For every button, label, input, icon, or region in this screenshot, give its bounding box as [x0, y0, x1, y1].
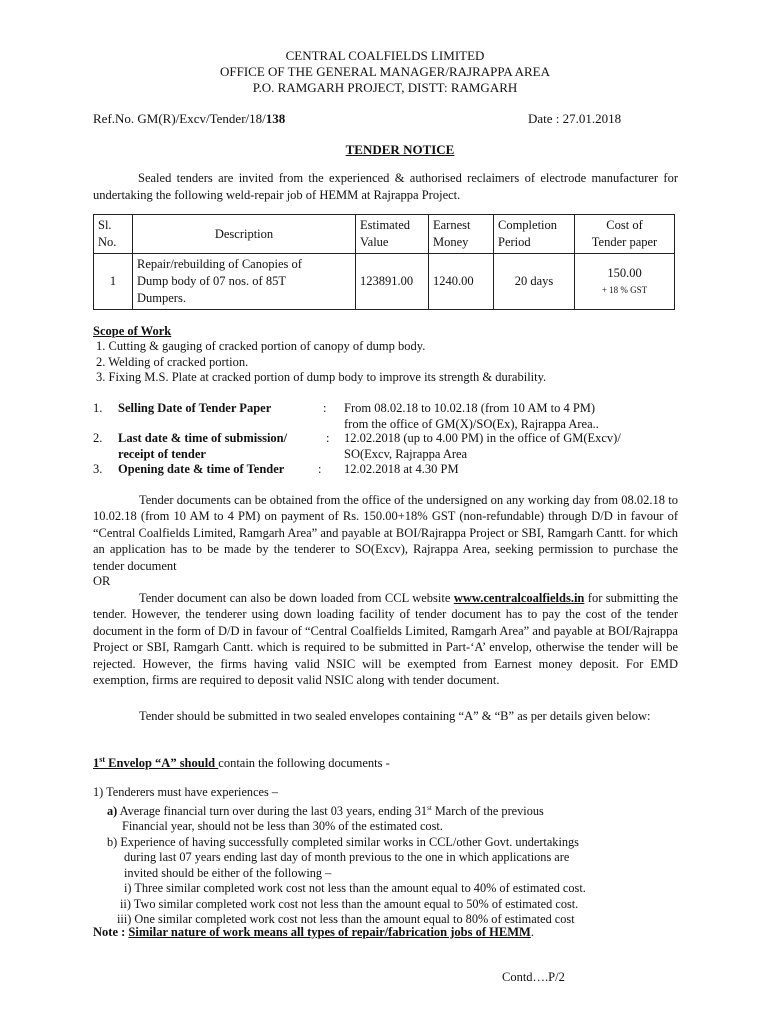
scope-title: Scope of Work [93, 324, 172, 338]
req-a-line1-end: March of the previous [431, 803, 544, 818]
cell-estimated: 123891.00 [356, 254, 429, 310]
req-a-label: a) [107, 803, 118, 818]
list-item: 3. Fixing M.S. Plate at cracked portion of dump body to improve its strength & durability. [96, 370, 547, 384]
req-b-line2: during last 07 years ending last day of month previous to the one in which applications are [124, 850, 570, 865]
office-name: OFFICE OF THE GENERAL MANAGER/RAJRAPPA AREA [220, 64, 550, 79]
schedule-value [344, 401, 599, 432]
envelopes-text: Tender should be submitted in two sealed envelopes containing “A” & “B” as per details given below: [139, 709, 651, 723]
download-text-after: for submitting the tender. However, the tenderer using down loading facility of tender document has to pay the cost of the tender document in the form of D/D in favour of “Central Coalfields Limited, Ramgarh Area” and payable at BOI/Rajrappa Project or SBI, Ramgarh Cantt. which is required to be submitted in Part-‘A’ envelop, otherwise the tender will be rejected. However, the firms having valid NSIC will be exempted from Earnest money deposit. For EMD exemption, firms are required to deposit valid NSIC along with tender document. [93, 591, 678, 688]
col-completion [494, 215, 575, 254]
notice-date: Date : 27.01.2018 [528, 111, 622, 126]
col-sl [94, 215, 133, 254]
req-option-ii: ii) Two similar completed work cost not less than the amount equal to 50% of estimated cost. [120, 896, 579, 911]
col-estimated-line2: Value [360, 235, 389, 249]
list-item: 1. Cutting & gauging of cracked portion of canopy of dump body. [96, 339, 426, 353]
schedule-value-line1: From 08.02.18 to 10.02.18 (from 10 AM to 4 PM) [344, 401, 596, 415]
col-completion-line2: Period [498, 235, 531, 249]
schedule-item-opening [93, 462, 693, 478]
ccl-website-link[interactable]: www.centralcoalfields.in [453, 591, 585, 605]
cell-description [133, 254, 356, 310]
req-a-line1: Average financial turn over during the last 03 years, ending 31 [117, 803, 428, 818]
or-separator: OR [93, 574, 111, 588]
col-estimated-line1: Estimated [360, 218, 410, 232]
table-row [94, 254, 675, 310]
note-label: Note : [93, 925, 129, 939]
col-earnest-line1: Earnest [433, 218, 471, 232]
org-name: CENTRAL COALFIELDS LIMITED [285, 48, 485, 63]
schedule-value-line1: 12.02.2018 (up to 4.00 PM) in the office of GM(Excv)/ [344, 431, 621, 445]
intro-paragraph [93, 170, 678, 204]
desc-line3: Dumpers. [137, 291, 186, 305]
download-text-before: Tender document can also be down loaded from CCL website [139, 591, 454, 605]
cell-sl: 1 [94, 254, 133, 310]
col-completion-line1: Completion [498, 218, 558, 232]
requirements [93, 785, 586, 928]
table-header-row [94, 215, 675, 254]
req-a-sup: st [427, 803, 432, 812]
envelope-title-text: Envelop “A” should [105, 756, 219, 771]
schedule-label-line1: Last date & time of submission/ [118, 431, 288, 445]
cell-completion: 20 days [494, 254, 575, 310]
col-cost-line1: Cost of [606, 218, 643, 232]
envelope-a-heading [93, 755, 390, 771]
req-option-i: i) Three similar completed work cost not less than the amount equal to 40% of estimated cost. [124, 881, 586, 896]
col-sl-line2: No. [98, 235, 117, 249]
schedule-num: 2. [93, 431, 103, 445]
schedule-colon: : [323, 401, 327, 415]
envelope-rest: contain the following documents - [218, 756, 390, 771]
desc-line2: Dump body of 07 nos. of 85T [137, 274, 286, 288]
schedule-value-line2: SO(Excv, Rajrappa Area [344, 446, 468, 461]
schedule-label: Selling Date of Tender Paper [118, 401, 272, 415]
schedule-label: Opening date & time of Tender [118, 462, 285, 476]
scope-list [96, 339, 546, 386]
col-earnest [429, 215, 494, 254]
cell-cost [575, 254, 675, 310]
req-b-line1: b) Experience of having successfully completed similar works in CCL/other Govt. undertakings [107, 834, 579, 849]
schedule-colon: : [326, 431, 330, 445]
schedule-value-line2: from the office of GM(X)/SO(Ex), Rajrappa Area.. [344, 416, 599, 431]
cost-gst: + 18 % GST [601, 284, 648, 295]
notice-title: TENDER NOTICE [345, 142, 455, 157]
req-b-line3: invited should be either of the following – [124, 865, 332, 880]
obtain-text: Tender documents can be obtained from the office of the undersigned on any working day from 08.02.18 to 10.02.18 (from 10 AM to 4 PM) on payment of Rs. 150.00+18% GST (non-refundable) through D/D in favour of “Central Coalfields Limited, Ramgarh Area” and payable at BOI/Rajrappa Project or SBI, Ramgarh Cantt. for which an application has to be made by the tenderer to SO(Excv), Rajrappa Area, seeking permission to purchase the tender document [93, 493, 678, 573]
schedule-item-selling [93, 401, 693, 431]
envelope-num: 1 [93, 756, 100, 771]
list-item: 2. Welding of cracked portion. [96, 354, 249, 369]
col-description: Description [133, 215, 356, 254]
envelope-sup: st [99, 755, 106, 764]
schedule-value: 12.02.2018 at 4.30 PM [344, 462, 459, 476]
note [93, 925, 534, 940]
envelopes-paragraph [93, 708, 678, 724]
schedule-colon: : [318, 462, 322, 476]
col-estimated [356, 215, 429, 254]
req-option-iii: iii) One similar completed work cost not less than the amount equal to 80% of estimated cost [117, 912, 575, 927]
download-paragraph [93, 590, 678, 688]
col-cost [575, 215, 675, 254]
schedule-label [118, 431, 287, 462]
schedule-list [93, 401, 693, 478]
reference-number [93, 111, 285, 127]
tender-table [93, 214, 675, 310]
note-text: Similar nature of work means all types of repair/fabrication jobs of HEMM [128, 925, 531, 939]
req-a [93, 801, 586, 820]
schedule-value [344, 431, 621, 462]
cell-earnest: 1240.00 [429, 254, 494, 310]
ref-number: 138 [265, 111, 286, 126]
req-intro: 1) Tenderers must have experiences – [93, 785, 278, 799]
schedule-label-line2: receipt of tender [118, 446, 206, 461]
req-a-line2: Financial year, should not be less than 30% of the estimated cost. [122, 819, 443, 834]
col-sl-line1: Sl. [98, 218, 112, 232]
schedule-item-submission [93, 431, 693, 462]
cost-value: 150.00 [607, 265, 642, 280]
office-address: P.O. RAMGARH PROJECT, DISTT: RAMGARH [252, 80, 518, 95]
desc-line1: Repair/rebuilding of Canopies of [137, 257, 302, 271]
intro-text: Sealed tenders are invited from the experienced & authorised reclaimers of electrode manufacturer for undertaking the following weld-repair job of HEMM at Rajrappa Project. [93, 171, 678, 202]
schedule-num: 3. [93, 462, 103, 476]
col-earnest-line2: Money [433, 235, 469, 249]
schedule-num: 1. [93, 401, 103, 415]
obtain-paragraph [93, 492, 678, 574]
note-end: . [530, 925, 534, 939]
ref-prefix: Ref.No. GM(R)/Excv/Tender/18/ [93, 111, 266, 126]
col-cost-line2: Tender paper [591, 235, 658, 249]
continued-marker: Contd….P/2 [502, 970, 565, 984]
envelope-a-title [93, 756, 218, 770]
